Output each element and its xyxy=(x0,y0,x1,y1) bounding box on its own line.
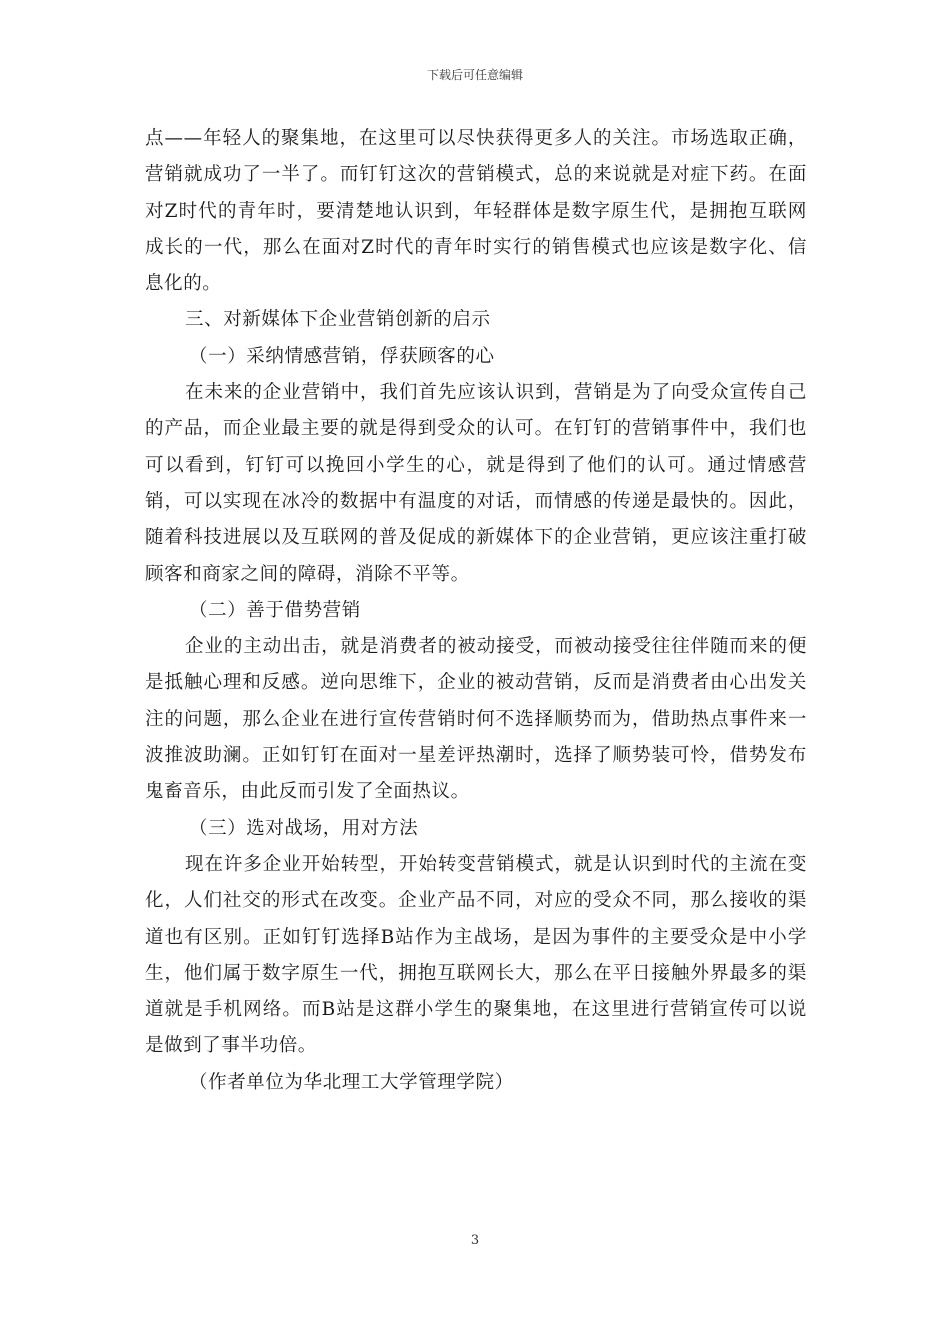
subsection-heading-3: （三）选对战场，用对方法 xyxy=(189,817,419,839)
author-affiliation: （作者单位为华北理工大学管理学院） xyxy=(189,1071,514,1093)
section-heading: 三、对新媒体下企业营销创新的启示 xyxy=(185,309,491,331)
paragraph-emotional-marketing: 在未来的企业营销中，我们首先应该认识到，营销是为了向受众宣传自己的产品，而企业最主要的就是得到受众的认可。在钉钉的营销事件中，我们也可以看到，钉钉可以挽回小学生的心，就是得到了他们的认可。通过情感营销，可以实现在冰冷的数据中有温度的对话，而情感的传递是最快的。因此，随着科技进展以及互联网的普及促成的新媒体下的企业营销，更应该注重打破顾客和商家之间的障碍，消除不平等。 xyxy=(145,382,807,585)
paragraph-continued: 点——年轻人的聚集地，在这里可以尽快获得更多人的关注。市场选取正确，营销就成功了一半了。而钉钉这次的营销模式，总的来说就是对症下药。在面对Z时代的青年时，要清楚地认识到，年轻群体是数字原生代，是拥抱互联网成长的一代，那么在面对Z时代的青年时实行的销售模式也应该是数字化、信息化的。 xyxy=(145,128,807,295)
paragraph-trend-marketing: 企业的主动出击，就是消费者的被动接受，而被动接受往往伴随而来的便是抵触心理和反感。逆向思维下，企业的被动营销，反而是消费者由心出发关注的问题，那么企业在进行宣传营销时何不选择顺势而为，借助热点事件来一波推波助澜。正如钉钉在面对一星差评热潮时，选择了顺势装可怜，借势发布鬼畜音乐，由此反而引发了全面热议。 xyxy=(145,636,807,803)
subsection-heading-2: （二）善于借势营销 xyxy=(189,599,361,621)
document-body xyxy=(145,121,807,1101)
page-number: 3 xyxy=(470,1233,480,1248)
paragraph-choose-battlefield: 现在许多企业开始转型，开始转变营销模式，就是认识到时代的主流在变化，人们社交的形式在改变。企业产品不同，对应的受众不同，那么接收的渠道也有区别。正如钉钉选择B站作为主战场，是因为事件的主要受众是中小学生，他们属于数字原生一代，拥抱互联网长大，那么在平日接触外界最多的渠道就是手机网络。而B站是这群小学生的聚集地，在这里进行营销宣传可以说是做到了事半功倍。 xyxy=(145,853,807,1057)
subsection-heading-1: （一）采纳情感营销，俘获顾客的心 xyxy=(189,345,495,367)
page-header: 下载后可任意编辑 xyxy=(426,68,523,82)
